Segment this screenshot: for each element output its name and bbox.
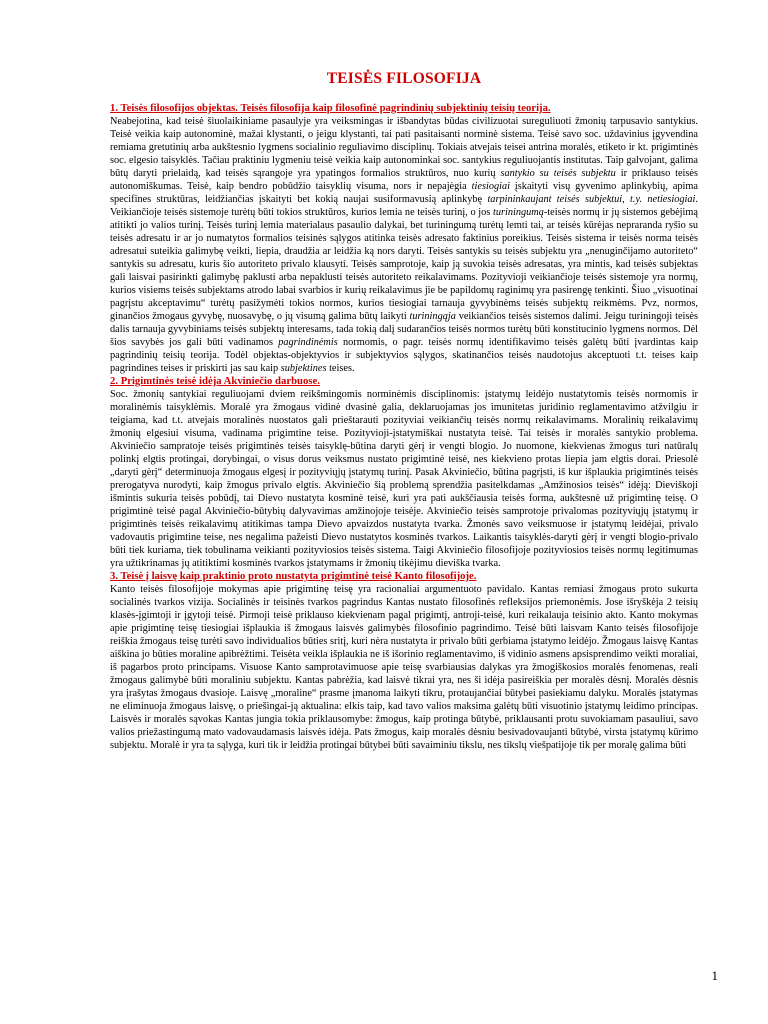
section-1 xyxy=(110,102,698,375)
section-heading: 1. Teisės filosofijos objektas. Teisės filosofija kaip filosofinė pagrindinių subjektinių teisių teorija. xyxy=(110,102,551,114)
italic-phrase: tarpininkaujant teisės subjektui, t.y. netiesiogiai xyxy=(487,194,696,205)
text-run: įskaityti visų gyvenimo aplinkybių, apima specifines struktūras, leidžiančias įskaityti bet kokią naujai susiformavusią aplinkybę xyxy=(110,181,698,205)
section-paragraph xyxy=(110,388,698,570)
italic-phrase: subjektines xyxy=(280,363,327,374)
document-title: TEISĖS FILOSOFIJA xyxy=(326,70,482,87)
section-heading: 2. Prigimtinės teisė idėja Akviniečio darbuose. xyxy=(110,375,320,387)
section-3 xyxy=(110,570,698,752)
text-run: Neabejotina, kad teisė šiuolaikiniame pasaulyje yra veiksmingas ir išbandytas būdas civilizuotai sureguliuoti žmonių tarpusavio santykius. Teisė veikia kaip autonominė, mažai klystanti, o jeigu klystanti, tai pati pasitaisanti norminė sistema. Teisė savo soc. uždavinius įgyvendina remiama gretutinių arba aukštesnio lygmens socialinio reguliavimo disciplinų. Tokiais atvejais teisei antrina moralės, etiketo ir kt. prigimtinės soc. elgesio taisyklės. Tačiau praktiniu lygmeniu teisė veikia kaip autonominkai soc. santykius reguliuojantis institutas. Taip galvojant, galima būtų daryti prielaidą, kad teisės sąrangoje yra ypatingos formalios struktūros, nuo kurių xyxy=(110,116,698,179)
italic-phrase: tiesiogiai xyxy=(471,181,510,192)
italic-phrase: turiningumą xyxy=(492,207,544,218)
text-run: -teisės normų ir jų sistemos gebėjimą atitikti jo valios turinį. Teisės turinį lemia materialaus pasaulio dalykai, bet turiningumą turėtų lemti tai, ar teisės kūrėjas nepraranda ryšio su teisės adresatu ir ar jo numatytos formalios teisinės sąlygos atitinka teisės adresato faktinius poreikius. Teisės sistema ir teisės norma teisės adresatui suteikia galimybę veikti, liepia, draudžia ar leidžia ką nors daryti. Teisės santykis su teisės subjektu yra „nenuginčijamo autoriteto“ santykis su adresatu, kuris šio autoriteto privalo klausyti. Teisės samprotoje, kaip ją suvokia teisės adresatas, yra mintis, kad teisės subjektas gali laisvai pasirinkti galimybę paklusti arba nepaklusti teisės autoriteto reikalavimams. Pozityvioji veikiančioje teisės sistemoje yra normų, kurios visiems teisės subjektams atrodo labai svarbios ir kurių reikalavimus jie be papildomų raginimų yra pasirengę tenkinti. Šiuo „visuotinai pagrįstu akceptavimu“ turėtų pasižymėti tokios normos, kurios tiesiogiai tarnauja gyvybinėms teisės subjektų reikmėms. Pvz, normos, ginančios žmogaus gyvybę, nuosavybę, o jų visumą galima būtų laikyti xyxy=(110,207,698,322)
italic-phrase: pagrindinėmis xyxy=(278,337,338,348)
section-paragraph xyxy=(110,583,698,752)
italic-phrase: turiningąja xyxy=(409,311,456,322)
page-number: 1 xyxy=(711,968,718,983)
section-paragraph xyxy=(110,115,698,375)
italic-phrase: santykio su teisės subjektu xyxy=(500,168,616,179)
text-run: ir priklauso teisės autonomiškumas. Teisė, kaip bendro pobūdžio taisyklių visuma, nors ir nepajėgia xyxy=(110,168,698,192)
section-heading: 3. Teisė į laisvę kaip praktinio proto nustatyta prigimtinė teisė Kanto filosofijoje. xyxy=(110,570,477,582)
section-2 xyxy=(110,375,698,570)
document-body xyxy=(110,70,698,752)
text-run: veikiančios teisės sistemos dalimi. Jeigu turiningoji teisės dalis tarnauja gyvybiniams teisės subjektų interesams, tada tokią dalį sudarančios teisės normos turėtų būti konstitucinio lygmens normos. Dėl šios savybės jos gali būti vadinamos xyxy=(110,311,698,348)
text-run: Kanto teisės filosofijoje mokymas apie prigimtinę teisę yra racionaliai argumentuoto pavidalo. Kantas remiasi žmogaus proto sukurta socialinės tvarkos vizija. Socialinės ir teisinės tvarkos pagrindus Kantas nustato filosofinės refleksijos priemonėmis. Jose išryškėja 2 teisių klasės-įgimtoji ir įgytoji teisė. Pirmoji teisė priklauso kiekvienam pagal prigimtį, antroji-teisė, kuri reikalauja teisinio akto. Kanto mokymas apie prigimtinę teisę tiesiogiai išplaukia iš žmogaus laisvės galimybės filosofinio pagrindimo. Teisė būti laisvam Kanto teisės filosofijoje reiškia žmogaus teisę turėti savo individualios būties sritį, kuri nėra nustatyta ir privalo būti gerbiama įstatymo leidėjo. Žmogaus laisvę Kantas aiškina jo būties moraline apibrėžtimi. Teisėta veikla išplaukia ne iš išorinio reglamentavimo, iš vidinio asmens apsisprendimo veikti moraliai, iš pagarbos proto principams. Visuose Kanto samprotavimuose apie teisę svarbiausias dalykas yra žmogiškosios moralės fenomenas, reali žmogaus galimybė būti moraliniu subjektu. Kantas pabrėžia, kad laisvė tikrai yra, nes ši idėja pasireiškia per moralės dėsnį. Moralės dėsnis yra įrašytas žmogaus dvasioje. Laisvę „moraline“ prasme įmanoma laikyti tikru, protaujančiai būtybei pasiekiamu dalyku. Moralės įstatymas ne eliminuoja žmogaus laisvę, o priešingai-ją aktualina: elkis taip, kad tavo valios maksima galėtų būti visuotinio įstatymų leidimo principas. Laisvės ir moralės sąvokas Kantas jungia tokia priklausomybe: žmogus, kaip protinga būtybė, priklausanti protu suvokiamam pasauliui, savo valios priežastingumą mato vadovaudamasis laisvės idėja. Pats žmogus, kaip moralės dėsniu besivadovaujanti būtybė, virsta įstatymų kūrimo subjektu. Moralė ir yra ta sąlyga, kuri tik ir leidžia protingai būtybei būti savaiminiu tikslu, nes tikslų viešpatijoje tik per moralę galima būti xyxy=(110,584,698,751)
text-run: teises. xyxy=(326,363,355,374)
text-run: normomis, o pagr. teisės normų identifikavimo teisės galėtų būti įvardintas kaip pagrindinių teisių teorija. Todėl objektas-objektyvios ir subjektyvios sąlygos, skatinančios teisės naudotojus akceptuoti t.t. teises kaip pagrindines teises ir priskirti jas sau kaip xyxy=(110,337,699,374)
text-run: Soc. žmonių santykiai reguliuojami dviem reikšmingomis norminėmis disciplinomis: įstatymų leidėjo nustatytomis teisės normomis ir moralinėmis taisyklėmis. Moralė yra žmogaus vidinė dvasinė galia, deklaruojamas jos imunitetas juridinio reglamentavimo atžvilgiu ir teigiama, kad t.t. atvejais moralinės nuostatos gali prieštarauti pozityviai veikiančių teisės normų reikalavimams. Moralinių reikalavimų žmonių elgesiui visuma, vadinama prigimtine teise. Pozityvioji-įstatymiškai nustatyta teisė. Tai teisės ir moralės santykio problema. Akviniečio sampratoje teisės prigimtinės teisės taisyklę-būtina daryti gėrį ir vengti blogio. Jo nuomone, kiekvienas žmogus turi natūralų polinkį elgtis protingai, dorybingai, o visus dorus veiksmus nustato prigimtinė teisė, nes kiekvieno protas liepia jam elgtis dorai. Priesolė „daryti gėrį“ determinuoja žmogaus elgesį ir pozityviųjų įstatymų turinį. Pasak Akviniečio, būtina pagrįsti, iš kur išplaukia prigimtinės teisės prerogatyva nurodyti, kaip žmogus privalo elgtis. Akviniečio šią problemą sprendžia pasitelkdamas „Amžinosios teisės“ idėją: Dieviškoji išmintis sukuria teisės pobūdį, tai Dievo nustatyta kosminė teisė, kuri yra pati aukščiausia teisės forma, aukštesnė už prigimtinę teisę. O prigimtinė teisė pagal Akviniečio-būtybių dalyvavimas amžinojoje teisėje. Akviniečio teisės samprotoje privalomas pozityviųjų įstatymų ir prigimtinės teisės reikalavimų atitikimas tampa Dievo apvaizdos nustatyta tvarka. Žmonės savo veiksmuose ir įstatymų leidėjai, privalo vadovautis prigimtine teise, nes negalima pažeisti Dievo nustatytos kosminės tvarkos. Laikantis taisyklės-daryti gėrį ir vengti blogio-privalo būti tiek kuriama, tiek tobulinama veikianti pozityviosios teisės sistema. Taigi Akviniečio filosofijoje pozityviosios teisės normų legitimumas yra užtikrinamas jų atitiktimi kosminės tvarkos įstatymams ir žmonių tikėjimu dieviška tvarka. xyxy=(110,389,698,569)
text-run: . Veikiančioje teisės sistemoje turėtų būti tokios struktūros, kurios lemia ne teisės turinį, o jos xyxy=(110,194,698,218)
